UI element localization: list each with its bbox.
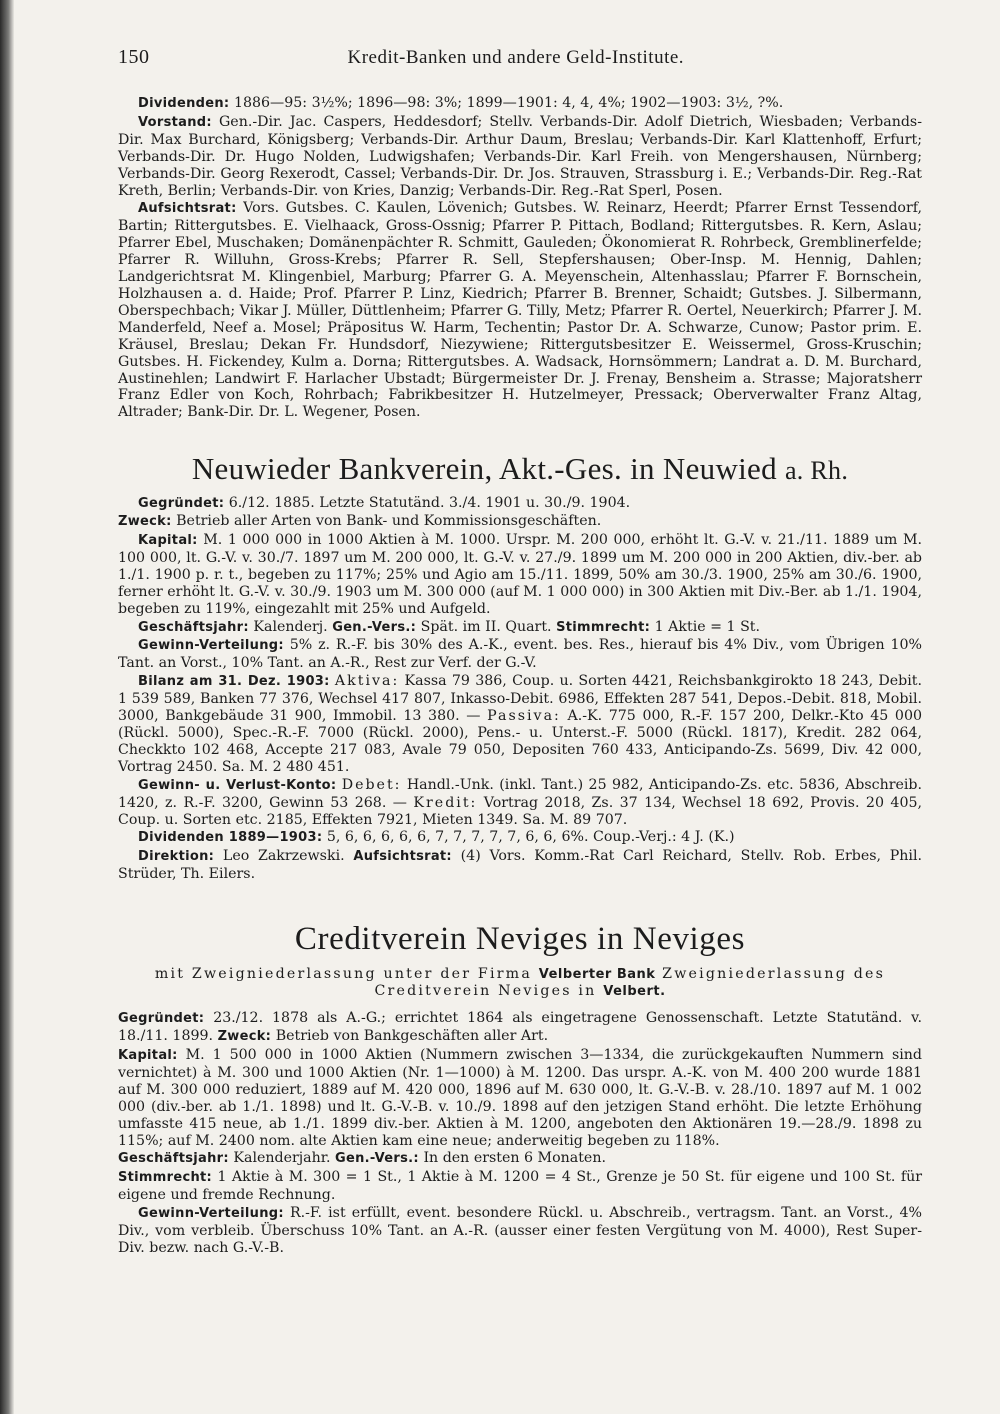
running-title: Kredit-Banken und andere Geld-Institute. xyxy=(347,47,685,68)
label-gegruendet-3: Gegründet: xyxy=(118,1011,205,1027)
entry-continued xyxy=(118,95,922,421)
paragraph-dividenden-2 xyxy=(118,829,922,847)
text-genvers: Spät. im II. Quart. xyxy=(420,618,552,635)
paragraph-gegruendet-3 xyxy=(118,1010,922,1046)
label-geschaeftsjahr-3: Geschäftsjahr: xyxy=(118,1151,229,1167)
institution-name-2: Creditverein Neviges in Neviges xyxy=(294,921,746,958)
paragraph-gewinn-verteilung xyxy=(118,637,922,672)
paragraph-vorstand xyxy=(118,114,922,200)
subtitle-firm: Velberter Bank xyxy=(538,967,656,983)
text-guv-kredit: Vortrag 2018, Zs. 37 134, Wechsel 18 692, Provis. 20 405, Coup. u. Sorten etc. 2185, Effekten 7921, Mieten 1349. Sa. M. 89 707. xyxy=(118,794,923,828)
text-kapital: M. 1 000 000 in 1000 Aktien à M. 1000. Urspr. M. 200 000, erhöht lt. G.-V. v. 21./11. 1889 um M. 100 000, lt. G.-V. v. 30./7. 1897 um M. 200 000, lt. G.-V. v. 27./9. 1899 um M. 200 000 in 200 Aktien, div.-ber. ab 1./1. 1900 p. r. t., begeben zu 117%; 25% und Agio am 15./11. 1899, 50% am 30./3. 1900, 25% am 30./6. 1900, ferner erhöht lt. G.-V. v. 30./9. 1903 um M. 300 000 (auf M. 1 000 000) in 300 Aktien mit Div.-Ber. ab 1./1. 1904, begeben zu 119%, eingezahlt mit 25% und Aufgeld. xyxy=(118,532,922,617)
label-kapital-3: Kapital: xyxy=(118,1047,178,1063)
text-gegruendet-3: 23./12. 1878 als A.-G.; errichtet 1864 als eingetragene Genossenschaft. Letzte Statutänd. v. 18./11. 1899. xyxy=(118,1010,922,1045)
label-dividenden-2: Dividenden 1889—1903: xyxy=(138,830,323,846)
label-gewinn-verteilung: Gewinn-Verteilung: xyxy=(138,638,284,654)
label-genvers-3: Gen.-Vers.: xyxy=(335,1151,419,1167)
label-dividenden: Dividenden: xyxy=(138,96,230,111)
entry-neuwieder-bankverein xyxy=(118,451,922,883)
label-aktiva: Aktiva: xyxy=(334,673,400,690)
subtitle-part-2: Zweigniederlassung des Creditverein Neviges in xyxy=(374,966,886,1000)
label-aufsichtsrat-2: Aufsichtsrat: xyxy=(353,849,452,865)
binding-shadow xyxy=(0,0,14,1414)
paragraph-gewinn-verlust xyxy=(118,777,922,829)
institution-name: Neuwieder Bankverein, Akt.-Ges. in Neuwied xyxy=(191,451,777,487)
label-bilanz: Bilanz am 31. Dez. 1903: xyxy=(138,674,330,690)
paragraph-gegruendet xyxy=(118,495,922,531)
text-direktion: Leo Zakrzewski. xyxy=(222,848,345,865)
page-number: 150 xyxy=(118,46,150,68)
paragraph-kapital-3 xyxy=(118,1047,922,1149)
paragraph-aufsichtsrat xyxy=(118,200,922,421)
paragraph-stimmrecht-3 xyxy=(118,1169,922,1204)
text-aufsichtsrat-2: (4) Vors. Komm.-Rat Carl Reichard, Stellv. Rob. Erbes, Phil. Strüder, Th. Eilers. xyxy=(118,848,923,883)
paragraph-direktion xyxy=(118,848,922,883)
text-genvers-3: In den ersten 6 Monaten. xyxy=(423,1150,606,1167)
label-direktion: Direktion: xyxy=(138,849,215,865)
label-debet: Debet: xyxy=(341,776,402,793)
label-gewinn-verteilung-3: Gewinn-Verteilung: xyxy=(138,1206,284,1222)
paragraph-dividenden xyxy=(118,95,922,113)
text-bilanz-passiva: A.-K. 775 000, R.-F. 157 200, Delkr.-Kto 45 000 (Rückl. 5000), Spec.-R.-F. 7000 (Rückl. 2000), Pens.- u. Unterst.-F. 5000 (Rückl. 1817), Kredit. 282 064, Checkkto 102 468, Accepte 217 083, Avale 79 050, Depositen 760 433, Anticipando-Zs. 5699, Div. 42 000, Vortrag 2450. Sa. M. 2 480 451. xyxy=(118,708,923,775)
institution-location: a. Rh. xyxy=(784,456,849,486)
institution-title-2 xyxy=(118,921,922,958)
label-stimmrecht-3: Stimmrecht: xyxy=(118,1170,213,1186)
text-dividenden: 1886—95: 3½%; 1896—98: 3%; 1899—1901: 4, 4, 4%; 1902—1903: 3½, ?%. xyxy=(233,95,784,111)
text-stimmrecht: 1 Aktie = 1 St. xyxy=(654,618,761,635)
label-geschaeftsjahr: Geschäftsjahr: xyxy=(138,619,249,635)
paragraph-gewinn-verteilung-3 xyxy=(118,1205,922,1257)
label-zweck-3: Zweck: xyxy=(217,1029,272,1045)
paragraph-geschaeftsjahr-3 xyxy=(118,1150,922,1168)
text-zweck-3: Betrieb von Bankgeschäften aller Art. xyxy=(275,1028,549,1045)
running-header xyxy=(118,46,922,69)
text-geschaeftsjahr-3: Kalenderjahr. xyxy=(233,1150,331,1167)
label-kredit: Kredit: xyxy=(413,794,478,811)
label-aufsichtsrat: Aufsichtsrat: xyxy=(138,201,237,217)
text-gewinn-verteilung-3: R.-F. ist erfüllt, event. besondere Rückl. u. Abschreib., vertragsm. Tant. an Vorst., 4% Div., vom verbleib. Überschuss 10% Tant. an A.-R. (ausser einer festen Vergütung von M. 4000), Rest Super-Div. bezw. nach G.-V.-B. xyxy=(118,1205,923,1256)
text-bilanz-aktiva: Kassa 79 386, Coup. u. Sorten 4421, Reichsbankgirokto 18 243, Debit. 1 539 589, Banken 77 376, Wechsel 417 807, Inkasso-Debit. 6986, Effekten 287 541, Depos.-Debit. 818, Mobil. 3000, Bankgebäude 31 900, Immobil. 13 380. — xyxy=(118,673,922,725)
text-guv-debet: Handl.-Unk. (inkl. Tant.) 25 982, Anticipando-Zs. etc. 5836, Abschreib. 1420, z. R.-F. 3200, Gewinn 53 268. — xyxy=(118,776,923,811)
label-genvers: Gen.-Vers.: xyxy=(332,619,417,635)
label-zweck: Zweck: xyxy=(118,514,172,530)
label-vorstand: Vorstand: xyxy=(138,114,212,130)
paragraph-bilanz xyxy=(118,673,922,775)
institution-title xyxy=(118,451,922,487)
paragraph-geschaeftsjahr xyxy=(118,619,922,637)
label-kapital: Kapital: xyxy=(138,533,198,549)
subtitle-city: Velbert. xyxy=(603,984,666,1000)
label-passiva: Passiva: xyxy=(487,708,561,725)
label-gegruendet: Gegründet: xyxy=(138,496,225,512)
text-geschaeftsjahr: Kalenderj. xyxy=(253,618,328,635)
text-dividenden-2: 5, 6, 6, 6, 6, 6, 7, 7, 7, 7, 7, 6, 6, 6%. Coup.-Verj.: 4 J. (K.) xyxy=(326,829,735,846)
text-gegruendet: 6./12. 1885. Letzte Statutänd. 3./4. 1901 u. 30./9. 1904. xyxy=(228,495,631,512)
text-gewinn-verteilung: 5% z. R.-F. bis 30% des A.-K., event. bes. Res., hierauf bis 4% Div., vom Übrigen 10% Tant. an Vorst., 10% Tant. an A.-R., Rest zur Verf. der G.-V. xyxy=(118,637,923,672)
subtitle-part-1: mit Zweigniederlassung unter der Firma xyxy=(154,966,532,983)
text-stimmrecht-3: 1 Aktie à M. 300 = 1 St., 1 Aktie à M. 1200 = 4 St., Grenze je 50 St. für eigene und 100 St. für eigene und fremde Rechnung. xyxy=(118,1169,922,1204)
entry-creditverein-neviges xyxy=(118,921,922,1257)
paragraph-kapital xyxy=(118,532,922,618)
text-vorstand: Gen.-Dir. Jac. Caspers, Heddesdorf; Stellv. Verbands-Dir. Adolf Dietrich, Wiesbaden; Verbands-Dir. Max Burchard, Königsberg; Verbands-Dir. Arthur Daum, Breslau; Verbands-Dir. Karl Klattenhoff, Erfurt; Verbands-Dir. Dr. Hugo Nolden, Ludwigshafen; Verbands-Dir. Karl Freih. von Mengershausen, Nürnberg; Verbands-Dir. Georg Rexerodt, Cassel; Verbands-Dir. Dr. Jos. Strauven, Strassburg i. E.; Verbands-Dir. Reg.-Rat Kreth, Berlin; Verbands-Dir. von Kries, Danzig; Verbands-Dir. Reg.-Rat Sperl, Posen. xyxy=(118,113,923,199)
label-gewinn-verlust: Gewinn- u. Verlust-Konto: xyxy=(138,777,337,793)
text-aufsichtsrat: Vors. Gutsbes. C. Kaulen, Lövenich; Gutsbes. W. Reinarz, Heerdt; Pfarrer Ernst Tessendorf, Bartin; Rittergutsbes. E. Vielhaack, Gross-Ossnig; Pfarrer P. Pittach, Bodland; Rittergutsbes. R. Kern, Aslau; Pfarrer Ebel, Muschaken; Domänenpächter R. Schmitt, Gauleden; Ökonomierat R. Rohrbeck, Gremblinerfelde; Pfarrer R. Willuhn, Gross-Krebs; Pfarrer R. Sell, Stepfershausen; Ober-Insp. M. Hennig, Dahlen; Landgerichtsrat M. Klingenbiel, Marburg; Pfarrer G. A. Meyenschein, Altenhasslau; Pfarrer F. Bornschein, Holzhausen a. d. Haide; Prof. Pfarrer P. Linz, Kiedrich; Pfarrer B. Brenner, Schaidt; Gutsbes. J. Silbermann, Oberspechbach; Vikar J. Müller, Düttlenheim; Pfarrer G. Tilly, Metz; Pfarrer R. Oertel, Neuerkirch; Pfarrer J. M. Manderfeld, Neef a. Mosel; Präpositus W. Harm, Techentin; Pastor Dr. A. Schwarze, Cunow; Pastor prim. E. Kräusel, Breslau; Dekan Fr. Hundsdorf, Niezywiene; Rittergutsbesitzer E. Weissermel, Gross-Kruschin; Gutsbes. H. Fickendey, Kulm a. Dorna; Rittergutsbes. A. Wadsack, Hornsömmern; Landrat a. D. M. Burchard, Austinehlen; Landwirt F. Harlacher Ubstadt; Bürgermeister Dr. J. Frenay, Bensheim a. Strasse; Majoratsherr Franz Edler von Koch, Rohrbach; Fabrikbesitzer H. Hutzelmeyer, Pressack; Oberverwalter Franz Altag, Altrader; Bank-Dir. Dr. L. Wegener, Posen. xyxy=(118,200,922,421)
text-kapital-3: M. 1 500 000 in 1000 Aktien (Nummern zwischen 3—1334, die zurückgekauften Nummern sind vernichtet) à M. 300 und 1000 Aktien (Nr. 1—1000) à M. 1200. Das urspr. A.-K. von M. 400 200 wurde 1881 auf M. 300 000 reduziert, 1889 auf M. 420 000, 1896 auf M. 630 000, lt. G.-V.-B. v. 28./10. 1897 auf M. 1 002 000 (div.-ber. ab 1./1. 1898) und lt. G.-V.-B. v. 10./9. 1898 auf den jetzigen Stand erhöht. Die letzte Erhöhung umfasste 415 neue, ab 1./1. 1899 div.-ber. Aktien à M. 1200, angeboten den Aktionären 19.—28./9. 1898 zu 115%; auf M. 2400 nom. alte Aktien kam eine neue; anderweitig begeben zu 118%. xyxy=(118,1046,922,1149)
institution-subtitle xyxy=(118,966,922,1000)
label-stimmrecht: Stimmrecht: xyxy=(556,619,651,635)
text-zweck: Betrieb aller Arten von Bank- und Kommissionsgeschäften. xyxy=(176,513,602,530)
